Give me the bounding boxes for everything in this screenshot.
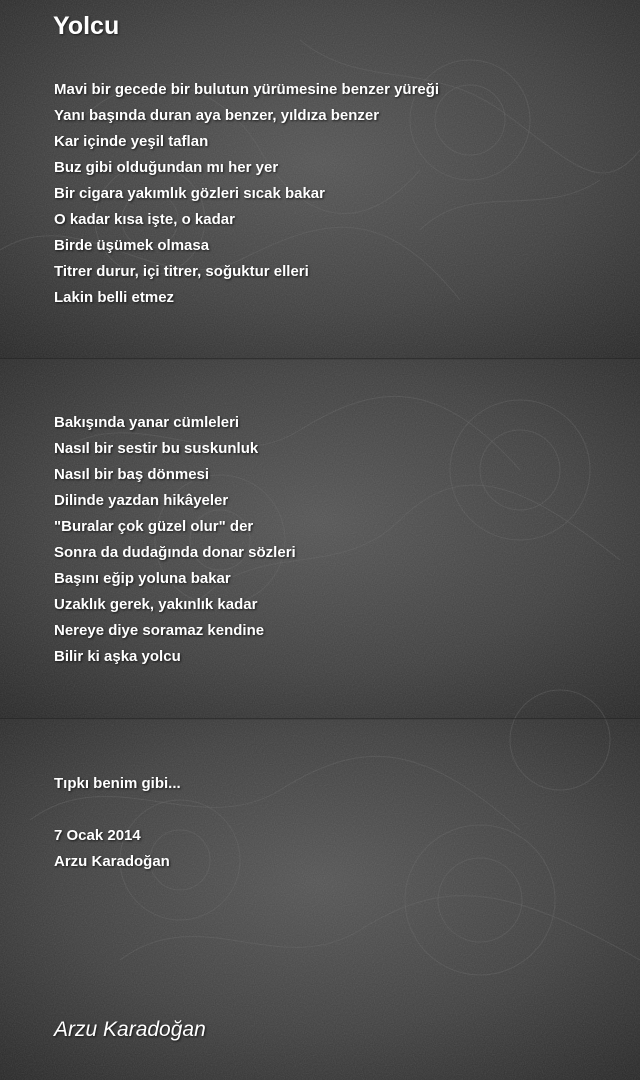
poem-line: "Buralar çok güzel olur" der bbox=[54, 518, 254, 535]
poem-line: Titrer durur, içi titrer, soğuktur elleri bbox=[54, 263, 309, 280]
poem-line: Nereye diye soramaz kendine bbox=[54, 622, 265, 639]
poem-date: 7 Ocak 2014 bbox=[54, 827, 141, 844]
panel-divider bbox=[0, 358, 640, 360]
poem-line: Kar içinde yeşil taflan bbox=[54, 133, 209, 150]
poem-line: Sonra da dudağında donar sözleri bbox=[54, 544, 296, 561]
panel-divider bbox=[0, 718, 640, 720]
poem-line: Bir cigara yakımlık gözleri sıcak bakar bbox=[54, 185, 325, 202]
poem-title: Yolcu bbox=[53, 12, 120, 40]
poem-line: Lakin belli etmez bbox=[54, 289, 175, 306]
poem-line: Yanı başında duran aya benzer, yıldıza benzer bbox=[54, 107, 380, 124]
poem-line: Nasıl bir sestir bu suskunluk bbox=[54, 440, 259, 457]
stanza-1 bbox=[54, 77, 439, 311]
line-spacer bbox=[54, 797, 181, 823]
poem-line: Bilir ki aşka yolcu bbox=[54, 648, 181, 665]
poem-line: O kadar kısa işte, o kadar bbox=[54, 211, 235, 228]
author-signature: Arzu Karadoğan bbox=[54, 1018, 206, 1041]
poem-closing-line: Tıpkı benim gibi... bbox=[54, 775, 181, 792]
poem-line: Birde üşümek olmasa bbox=[54, 237, 210, 254]
poem-panel-2 bbox=[0, 360, 640, 720]
poem-line: Mavi bir gecede bir bulutun yürümesine benzer yüreği bbox=[54, 81, 440, 98]
poem-author: Arzu Karadoğan bbox=[54, 853, 170, 870]
stanza-2 bbox=[54, 410, 296, 670]
poem-line: Başını eğip yoluna bakar bbox=[54, 570, 231, 587]
poem-line: Uzaklık gerek, yakınlık kadar bbox=[54, 596, 258, 613]
stanza-3 bbox=[54, 771, 181, 875]
poem-panel-3 bbox=[0, 720, 640, 1080]
poem-panel-1 bbox=[0, 0, 640, 360]
poem-line: Bakışında yanar cümleleri bbox=[54, 414, 240, 431]
poem-line: Buz gibi olduğundan mı her yer bbox=[54, 159, 279, 176]
poem-line: Dilinde yazdan hikâyeler bbox=[54, 492, 229, 509]
poem-line: Nasıl bir baş dönmesi bbox=[54, 466, 210, 483]
